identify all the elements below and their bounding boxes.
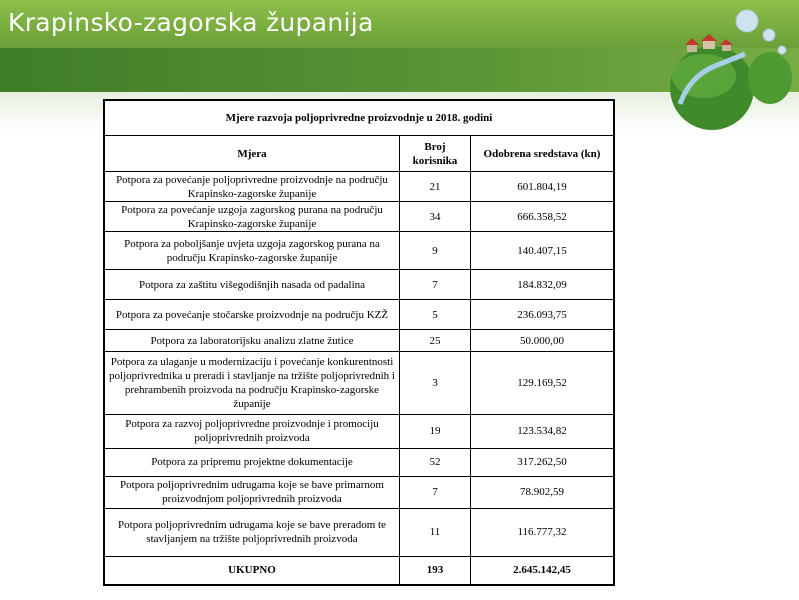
row-sredstva: 50.000,00: [471, 330, 614, 352]
table-row: [105, 202, 614, 232]
row-broj: 21: [400, 172, 471, 202]
slide-title: Krapinsko-zagorska županija: [8, 8, 374, 37]
table-row: [105, 352, 614, 414]
green-hills-logo: [660, 6, 795, 131]
measures-table: [104, 100, 614, 585]
row-broj: 7: [400, 270, 471, 300]
table-row: [105, 508, 614, 556]
table-row: [105, 476, 614, 508]
table-header-row: [105, 136, 614, 172]
col-header-sredstva: Odobrena sredstava (kn): [471, 136, 614, 172]
table-row: [105, 300, 614, 330]
col-header-mjera: Mjera: [105, 136, 400, 172]
row-mjera: Potpora poljoprivrednim udrugama koje se bave primarnom proizvodnjom poljoprivrednih proizvoda: [105, 476, 400, 508]
row-broj: 11: [400, 508, 471, 556]
row-mjera: Potpora za laboratorijsku analizu zlatne žutice: [105, 330, 400, 352]
row-broj: 25: [400, 330, 471, 352]
row-sredstva: 601.804,19: [471, 172, 614, 202]
table-row: [105, 448, 614, 476]
row-sredstva: 666.358,52: [471, 202, 614, 232]
row-mjera: Potpora za razvoj poljoprivredne proizvodnje i promociju poljoprivrednih proizvoda: [105, 414, 400, 448]
total-label: UKUPNO: [105, 556, 400, 584]
row-broj: 5: [400, 300, 471, 330]
row-mjera: Potpora za ulaganje u modernizaciju i povećanje konkurentnosti poljoprivrednika u preradi i stavljanje na tržište poljoprivrednih i prehrambenih proizvoda na području Krapinsko-zagorske županije: [105, 352, 400, 414]
row-broj: 3: [400, 352, 471, 414]
table-total-row: [105, 556, 614, 584]
table-row: [105, 172, 614, 202]
row-mjera: Potpora za pripremu projektne dokumentacije: [105, 448, 400, 476]
table-row: [105, 330, 614, 352]
total-sredstva: 2.645.142,45: [471, 556, 614, 584]
table-caption: Mjere razvoja poljoprivredne proizvodnje u 2018. godini: [105, 101, 614, 136]
row-mjera: Potpora za poboljšanje uvjeta uzgoja zagorskog purana na području Krapinsko-zagorske županije: [105, 232, 400, 270]
row-sredstva: 123.534,82: [471, 414, 614, 448]
row-sredstva: 78.902,59: [471, 476, 614, 508]
row-broj: 9: [400, 232, 471, 270]
row-sredstva: 129.169,52: [471, 352, 614, 414]
col-header-broj: Broj korisnika: [400, 136, 471, 172]
row-mjera: Potpora za povećanje poljoprivredne proizvodnje na području Krapinsko-zagorske županije: [105, 172, 400, 202]
row-sredstva: 140.407,15: [471, 232, 614, 270]
row-mjera: Potpora za povećanje stočarske proizvodnje na području KZŽ: [105, 300, 400, 330]
row-broj: 7: [400, 476, 471, 508]
row-mjera: Potpora za povećanje uzgoja zagorskog purana na području Krapinsko-zagorske županije: [105, 202, 400, 232]
table-caption-row: [105, 101, 614, 136]
row-mjera: Potpora poljoprivrednim udrugama koje se bave preradom te stavljanjem na tržište poljoprivrednih proizvoda: [105, 508, 400, 556]
table-row: [105, 414, 614, 448]
table-row: [105, 270, 614, 300]
table-row: [105, 232, 614, 270]
total-broj: 193: [400, 556, 471, 584]
row-sredstva: 116.777,32: [471, 508, 614, 556]
row-sredstva: 317.262,50: [471, 448, 614, 476]
row-broj: 19: [400, 414, 471, 448]
row-sredstva: 184.832,09: [471, 270, 614, 300]
measures-table-container: [103, 99, 615, 586]
row-mjera: Potpora za zaštitu višegodišnjih nasada od padalina: [105, 270, 400, 300]
row-sredstva: 236.093,75: [471, 300, 614, 330]
row-broj: 52: [400, 448, 471, 476]
row-broj: 34: [400, 202, 471, 232]
